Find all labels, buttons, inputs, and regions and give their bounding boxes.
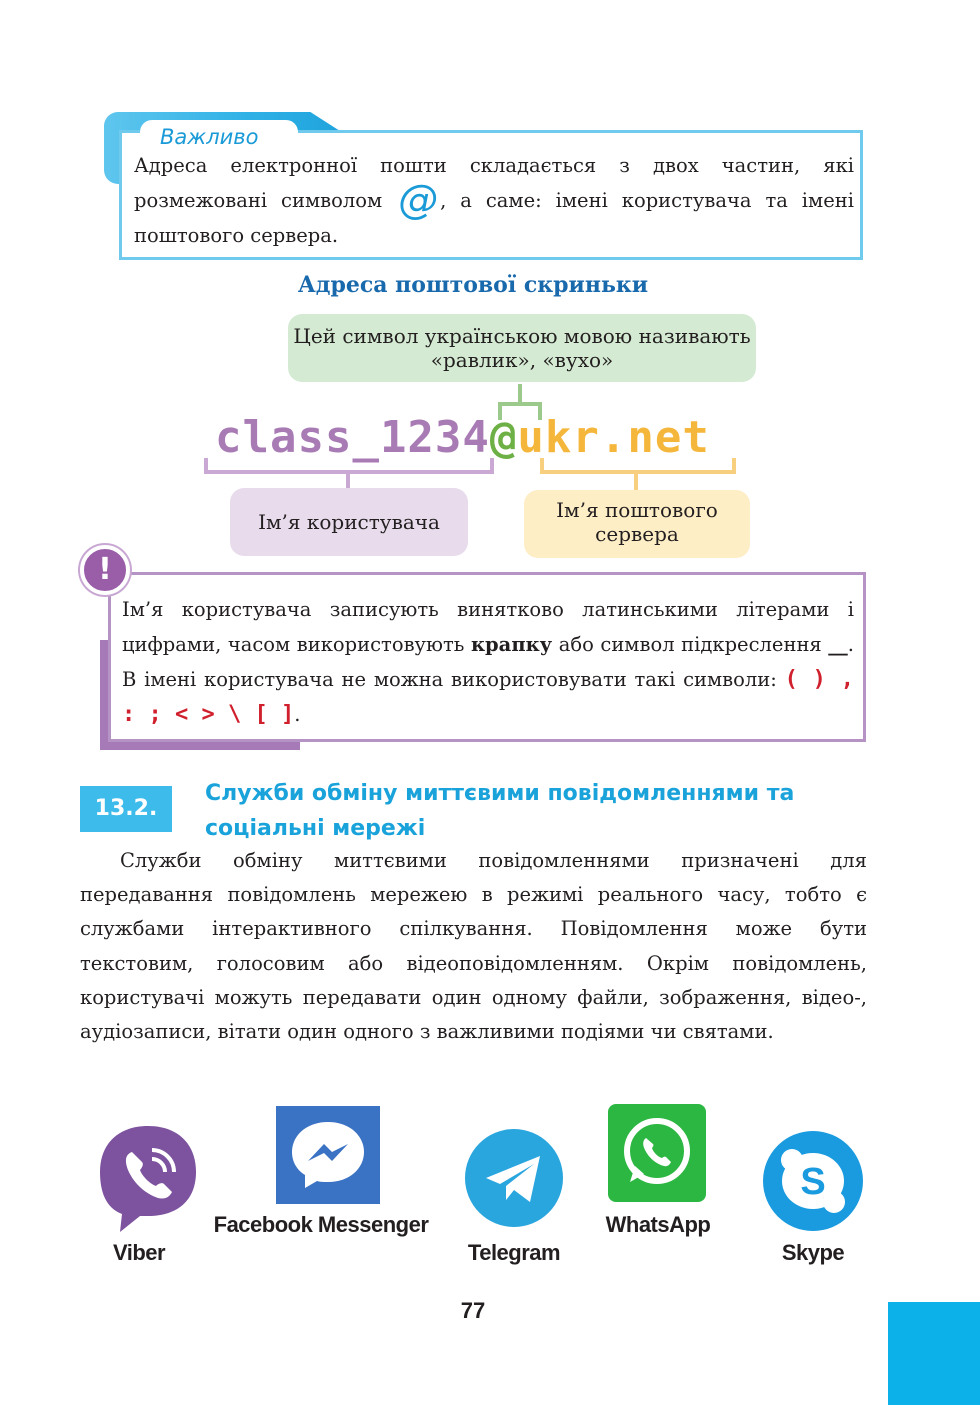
important-label: Важливо — [140, 120, 298, 152]
user-label-bubble: Ім’я користувача — [230, 488, 468, 556]
forbidden-symbols: ( ) , : ; < > \ [ ] — [122, 667, 854, 727]
email-example — [215, 410, 710, 466]
diagram-brackets — [0, 0, 980, 600]
app-label-skype: Skype — [781, 1240, 845, 1265]
at-symbol-icon: @ — [398, 177, 439, 223]
email-server-part: ukr.net — [517, 412, 710, 463]
app-label-viber: Viber — [112, 1240, 166, 1265]
page-corner-tab — [888, 1302, 980, 1405]
skype-icon — [762, 1130, 864, 1232]
symbol-note-bubble: Цей символ українською мовою називають «равлик», «вухо» — [288, 314, 756, 382]
page-number: 77 — [460, 1298, 486, 1323]
section-number: 13.2. — [80, 786, 172, 832]
diagram-title: Адреса поштової скриньки — [297, 272, 649, 298]
telegram-icon — [464, 1128, 564, 1228]
svg-text:S: S — [800, 1161, 826, 1203]
app-label-messenger: Facebook Messenger — [213, 1212, 429, 1237]
email-at-part: @ — [489, 412, 518, 463]
whatsapp-icon — [608, 1104, 706, 1202]
app-label-whatsapp: WhatsApp — [605, 1212, 711, 1237]
important-text: Адреса електронної пошти складається з двох частин, які розмежовані символом @ , а саме: імені користувача та імені поштового сервера. — [134, 154, 854, 247]
server-label-bubble: Ім’я поштового сервера — [524, 490, 750, 558]
app-label-telegram: Telegram — [467, 1240, 561, 1265]
email-user-part: class_1234 — [215, 412, 490, 463]
messenger-icon — [276, 1106, 380, 1204]
warning-text: Ім’я користувача записують винятково латинськими літерами і цифрами, часом використовують крапку або символ підкреслення __. В імені користувача не можна використовувати такі символи: ( ) , : ; < > \ [ ]. — [122, 598, 854, 727]
section-title: Служби обміну миттєвими повідомленнями та соціальні мережі — [205, 781, 795, 841]
section-paragraph: Служби обміну миттєвими повідомленнями призначені для передавання повідомлень мережею в режимі реального часу, тобто є службами інтерактивного спілкування. Повідомлення може бути текстовим, голосовим або відеоповідомленням. Окрім повідомлень, користувачі можуть передавати один одному файли, зображення, відео-, аудіозаписи, вітати один одного з важливими подіями чи святами. — [80, 849, 867, 1044]
exclamation-glyph: ! — [98, 552, 112, 587]
viber-icon — [96, 1122, 200, 1236]
